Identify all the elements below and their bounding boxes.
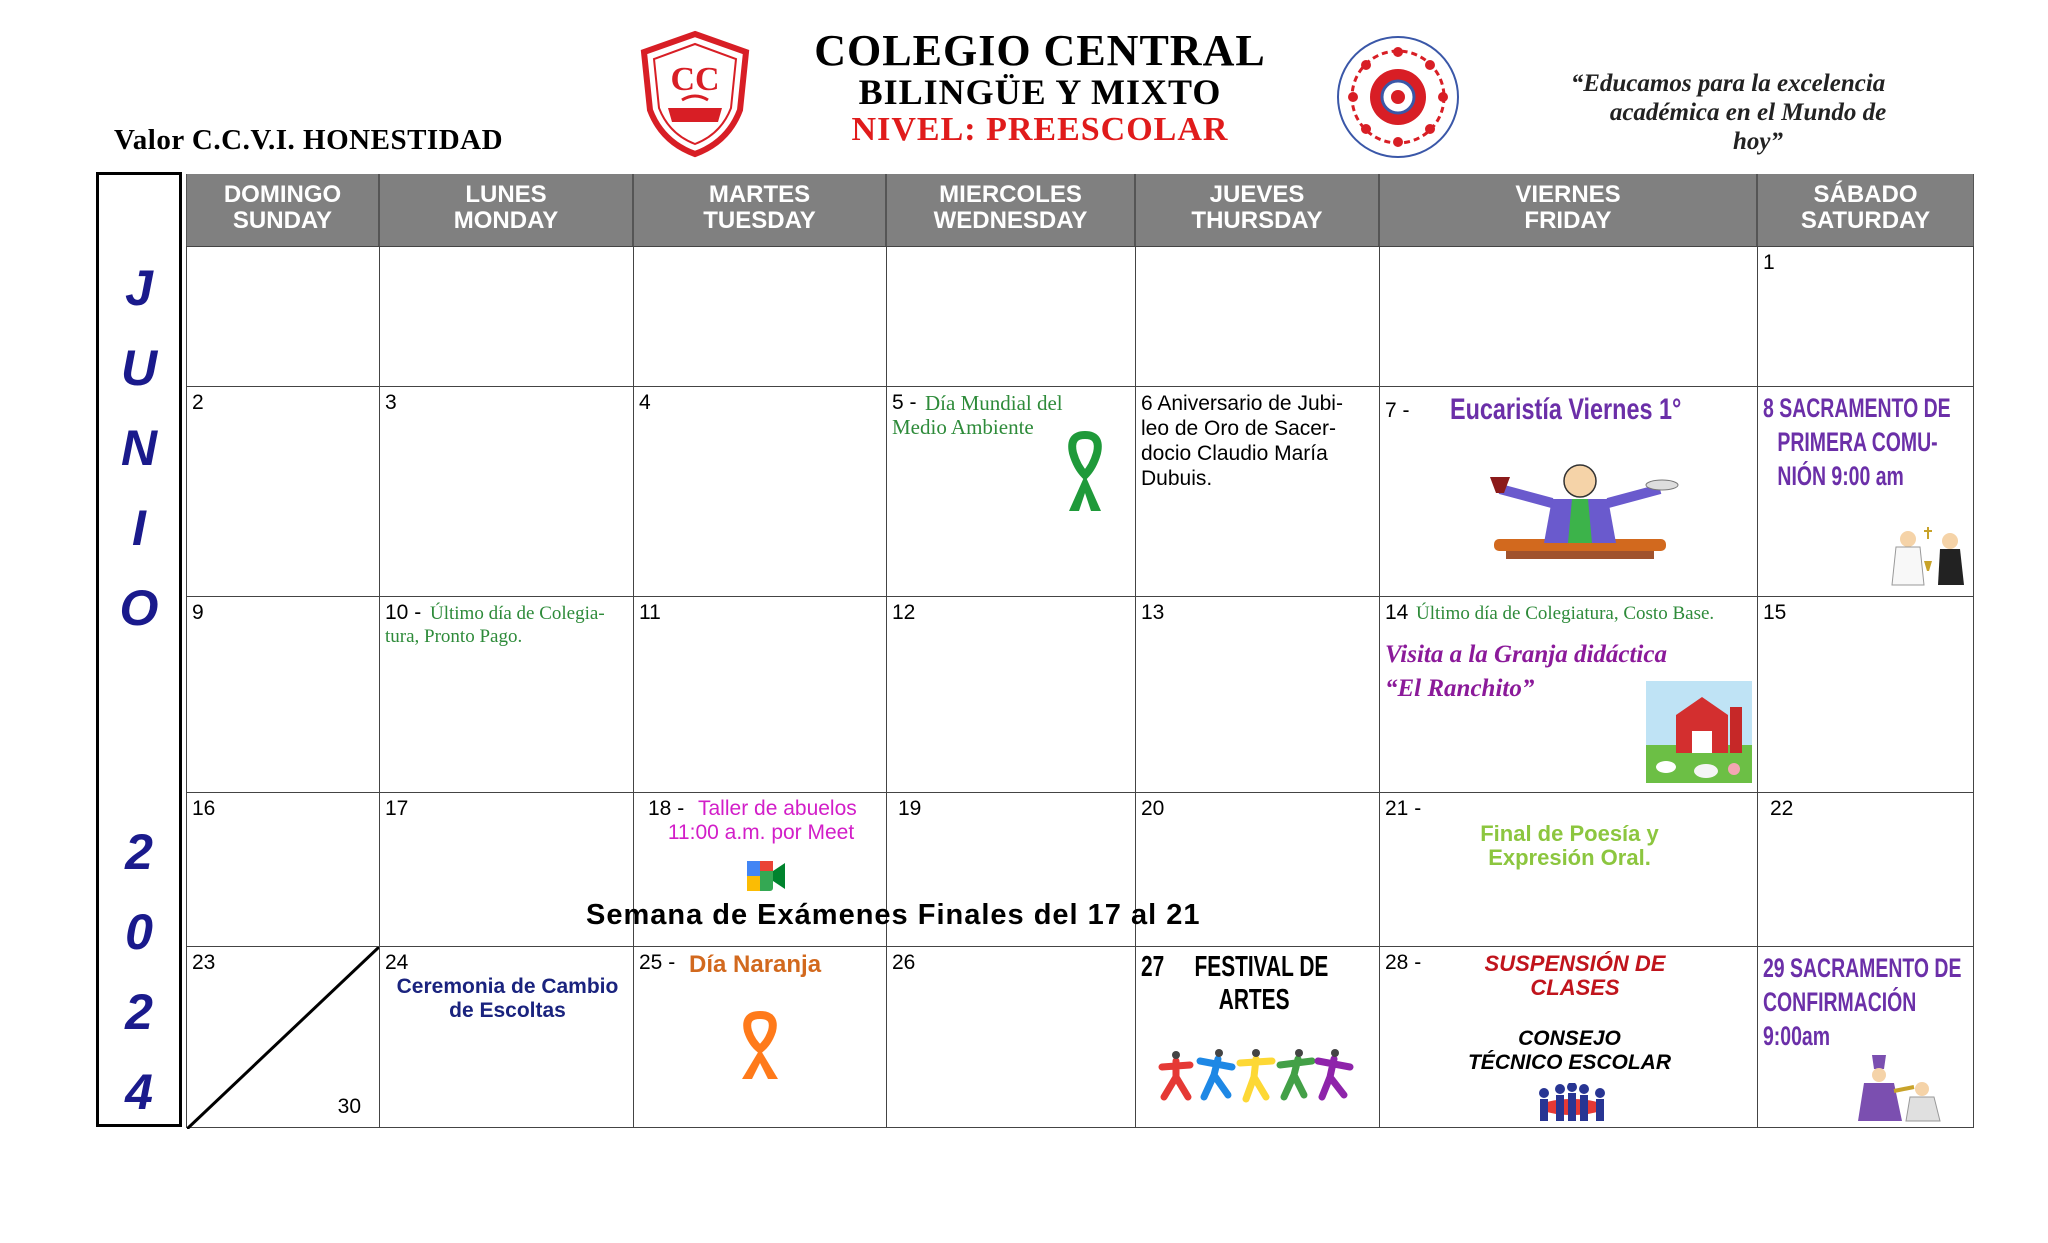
event-text: docio Claudio María bbox=[1141, 442, 1328, 465]
event-text: Último día de Colegiatura, Costo Base. bbox=[1416, 603, 1715, 624]
school-title: COLEGIO CENTRAL bbox=[814, 26, 1266, 75]
weekday-en: WEDNESDAY bbox=[933, 207, 1088, 234]
weekday-en: MONDAY bbox=[453, 207, 559, 234]
day-number: 27 bbox=[1141, 951, 1165, 983]
day-cell-22 bbox=[1757, 792, 1974, 947]
weekday-es: MARTES bbox=[708, 181, 811, 208]
day-number: 21 - bbox=[1385, 797, 1422, 820]
month-letter: J bbox=[125, 260, 153, 316]
day-cell-24 bbox=[379, 946, 634, 1128]
event-text: Taller de abuelos bbox=[698, 797, 857, 820]
school-name bbox=[800, 28, 1280, 148]
weekday-en: FRIDAY bbox=[1524, 207, 1612, 234]
day-cell-empty bbox=[186, 246, 380, 387]
event-title: Día Naranja bbox=[689, 951, 822, 978]
weekday-header-tuesday bbox=[633, 174, 886, 246]
weekday-en: THURSDAY bbox=[1191, 207, 1323, 234]
weekday-en: SUNDAY bbox=[232, 207, 333, 234]
day-number: 15 bbox=[1763, 601, 1787, 624]
day-cell-25 bbox=[633, 946, 887, 1128]
orange-ribbon-icon bbox=[734, 1011, 786, 1081]
day-number: 12 bbox=[892, 601, 916, 624]
day-number: 28 - bbox=[1385, 951, 1422, 974]
day-cell-7 bbox=[1379, 386, 1758, 597]
day-cell-21 bbox=[1379, 792, 1758, 947]
event-text: Día Mundial del bbox=[925, 391, 1063, 415]
month-letter: N bbox=[120, 420, 158, 476]
school-crest-logo bbox=[638, 30, 752, 158]
event-text: PRIMERA COMU- bbox=[1777, 427, 1938, 457]
event-block bbox=[1141, 391, 1343, 491]
day-number: 3 bbox=[385, 391, 397, 414]
day-cell-1 bbox=[1757, 246, 1974, 387]
day-cell-12 bbox=[886, 596, 1136, 793]
year-digit: 2 bbox=[125, 824, 153, 880]
weekday-es: LUNES bbox=[465, 181, 547, 208]
month-letter: I bbox=[132, 500, 146, 556]
school-subtitle: BILINGÜE Y MIXTO bbox=[858, 72, 1222, 113]
weekday-es: DOMINGO bbox=[223, 181, 342, 208]
event-text: CLASES bbox=[1530, 975, 1620, 1000]
motto-line: hoy” bbox=[1733, 127, 1783, 155]
day-number: 7 - bbox=[1385, 399, 1410, 422]
motto-line: “Educamos para la excelencia bbox=[1570, 70, 1886, 97]
year-digit: 0 bbox=[125, 904, 153, 960]
event-text: Aniversario de Jubi- bbox=[1157, 392, 1343, 415]
day-number: 17 bbox=[385, 797, 409, 820]
day-number: 8 bbox=[1763, 393, 1774, 423]
event-text: CONSEJO bbox=[1518, 1027, 1621, 1050]
event-text: TÉCNICO ESCOLAR bbox=[1467, 1051, 1671, 1074]
day-number: 6 bbox=[1141, 392, 1153, 415]
day-number: 23 bbox=[192, 951, 216, 974]
event-text: SACRAMENTO DE bbox=[1790, 953, 1962, 983]
day-number: 14 bbox=[1385, 601, 1409, 624]
day-number: 18 - bbox=[648, 797, 685, 820]
weekday-es: SÁBADO bbox=[1813, 181, 1918, 208]
exams-banner: Semana de Exámenes Finales del 17 al 21 bbox=[586, 899, 1201, 931]
day-cell-8 bbox=[1757, 386, 1974, 597]
farm-illustration bbox=[1646, 681, 1752, 783]
day-number: 26 bbox=[892, 951, 916, 974]
day-cell-16 bbox=[186, 792, 380, 947]
communion-illustration bbox=[1882, 517, 1972, 589]
day-number: 4 bbox=[639, 391, 651, 414]
weekday-es: JUEVES bbox=[1209, 181, 1305, 208]
day-number: 16 bbox=[192, 797, 216, 820]
event-text: Medio Ambiente bbox=[892, 415, 1034, 439]
day-cell-13 bbox=[1135, 596, 1380, 793]
day-cell-empty bbox=[886, 246, 1136, 387]
day-cell-28 bbox=[1379, 946, 1758, 1128]
motto-line: académica en el Mundo de bbox=[1609, 98, 1887, 126]
svg-text:CC: CC bbox=[670, 61, 720, 98]
dancers-illustration bbox=[1154, 1047, 1354, 1107]
day-cell-6 bbox=[1135, 386, 1380, 597]
day-number: 30 bbox=[337, 1095, 361, 1118]
month-letter: U bbox=[120, 340, 158, 396]
day-number: 9 bbox=[192, 601, 204, 624]
day-cell-9 bbox=[186, 596, 380, 793]
day-number: 25 - bbox=[639, 951, 676, 974]
weekday-es: VIERNES bbox=[1515, 181, 1621, 208]
event-text: ARTES bbox=[1218, 984, 1290, 1016]
year-digit: 4 bbox=[125, 1064, 153, 1120]
day-number: 5 - bbox=[892, 391, 917, 414]
day-number: 11 bbox=[639, 601, 661, 624]
day-cell-empty bbox=[633, 246, 887, 387]
weekday-es: MIERCOLES bbox=[939, 181, 1082, 208]
day-number: 20 bbox=[1141, 797, 1165, 820]
school-seal-logo bbox=[1333, 32, 1463, 162]
event-text: SACRAMENTO DE bbox=[1779, 393, 1951, 423]
event-text: Ceremonia de Cambio bbox=[396, 975, 619, 998]
event-text: leo de Oro de Sacer- bbox=[1141, 417, 1336, 440]
day-cell-27 bbox=[1135, 946, 1380, 1128]
valor-label: Valor C.C.V.I. HONESTIDAD bbox=[114, 124, 504, 156]
event-text: NIÓN 9:00 am bbox=[1777, 461, 1904, 491]
event-text: 9:00am bbox=[1763, 1021, 1831, 1051]
school-motto bbox=[1508, 70, 1948, 156]
day-cell-14 bbox=[1379, 596, 1758, 793]
day-number: 22 bbox=[1770, 797, 1794, 820]
weekday-header-wednesday bbox=[886, 174, 1135, 246]
weekday-header-friday bbox=[1379, 174, 1757, 246]
event-text: FESTIVAL DE bbox=[1194, 951, 1329, 983]
month-year-sidebar bbox=[96, 172, 182, 1127]
weekday-header-monday bbox=[379, 174, 633, 246]
day-cell-11 bbox=[633, 596, 887, 793]
event-text: Último día de Colegia- bbox=[430, 603, 605, 624]
day-number: 2 bbox=[192, 391, 204, 414]
event-text: Dubuis. bbox=[1141, 467, 1213, 490]
green-ribbon-icon bbox=[1063, 431, 1107, 515]
day-number: 13 bbox=[1141, 601, 1165, 624]
calendar-grid bbox=[186, 174, 1974, 1128]
event-block bbox=[1763, 951, 1961, 1053]
weekday-en: SATURDAY bbox=[1800, 207, 1931, 234]
people-circle-icon bbox=[1530, 1083, 1614, 1125]
event-text: SUSPENSIÓN DE bbox=[1484, 951, 1666, 976]
day-cell-empty bbox=[1135, 246, 1380, 387]
weekday-en: TUESDAY bbox=[703, 207, 816, 234]
day-cell-3 bbox=[379, 386, 634, 597]
day-cell-23-30 bbox=[186, 946, 380, 1128]
event-text: Expresión Oral. bbox=[1488, 845, 1651, 870]
day-cell-15 bbox=[1757, 596, 1974, 793]
event-title: Visita a la Granja didáctica bbox=[1385, 641, 1667, 668]
day-cell-26 bbox=[886, 946, 1136, 1128]
event-text: Final de Poesía y bbox=[1480, 821, 1659, 846]
day-number: 29 bbox=[1763, 953, 1785, 983]
weekday-header-saturday bbox=[1757, 174, 1974, 246]
event-text: de Escoltas bbox=[449, 999, 566, 1022]
day-cell-10 bbox=[379, 596, 634, 793]
day-cell-5 bbox=[886, 386, 1136, 597]
school-level: NIVEL: PREESCOLAR bbox=[851, 110, 1229, 148]
weekday-header-sunday bbox=[186, 174, 379, 246]
month-letter: O bbox=[119, 580, 159, 636]
event-block bbox=[1763, 391, 1951, 493]
priest-illustration bbox=[1480, 459, 1680, 569]
day-number: 19 bbox=[898, 797, 922, 820]
day-number: 1 bbox=[1763, 251, 1775, 274]
day-number: 10 - bbox=[385, 601, 422, 624]
event-title: Eucaristía Viernes 1° bbox=[1450, 393, 1682, 426]
day-cell-29 bbox=[1757, 946, 1974, 1128]
year-digit: 2 bbox=[125, 984, 153, 1040]
day-cell-2 bbox=[186, 386, 380, 597]
day-cell-empty bbox=[1379, 246, 1758, 387]
day-cell-4 bbox=[633, 386, 887, 597]
day-cell-empty bbox=[379, 246, 634, 387]
event-text: 11:00 a.m. por Meet bbox=[667, 821, 855, 844]
confirmation-illustration bbox=[1858, 1051, 1948, 1123]
weekday-header-thursday bbox=[1135, 174, 1379, 246]
day-number: 24 bbox=[385, 951, 409, 974]
meet-icon bbox=[745, 859, 787, 893]
event-text: CONFIRMACIÓN bbox=[1763, 987, 1917, 1017]
event-title: “El Ranchito” bbox=[1385, 675, 1535, 702]
event-block bbox=[1141, 951, 1328, 1017]
event-text: tura, Pronto Pago. bbox=[385, 626, 523, 647]
